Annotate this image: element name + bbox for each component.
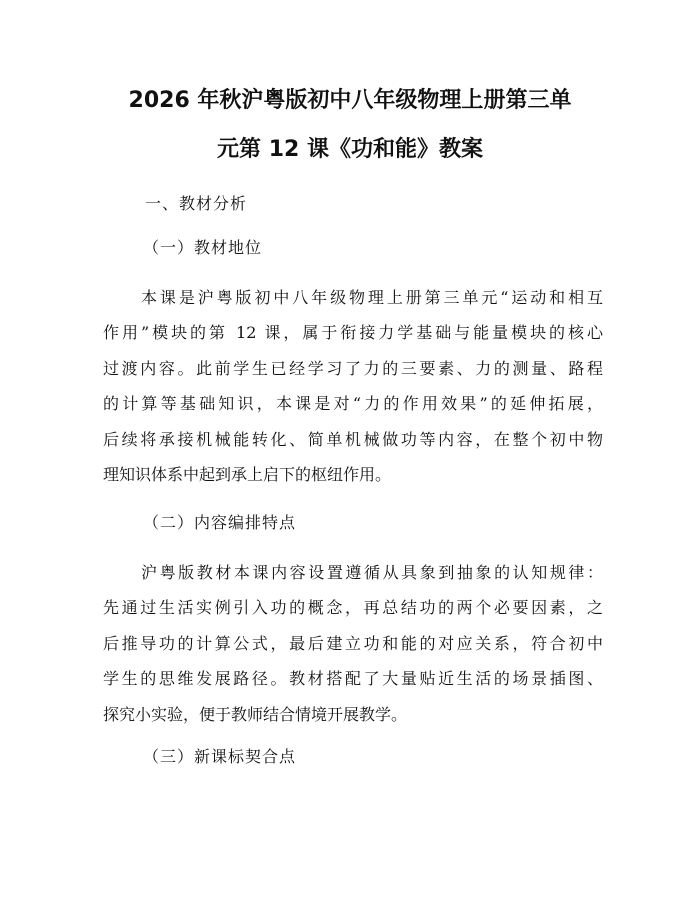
paragraph-line: 过渡内容。此前学生已经学习了力的三要素、力的测量、路程 bbox=[103, 358, 603, 378]
paragraph-content-arrangement bbox=[103, 563, 603, 740]
paragraph-line: 学生的思维发展路径。教材搭配了大量贴近生活的场景插图、 bbox=[103, 669, 603, 689]
paragraph-line: 沪粤版教材本课内容设置遵循从具象到抽象的认知规律： bbox=[141, 563, 603, 582]
document-title-line-1: 2026 年秋沪粤版初中八年级物理上册第三单 bbox=[128, 88, 572, 113]
paragraph-textbook-position bbox=[103, 288, 603, 500]
section-heading: 一、教材分析 bbox=[145, 194, 248, 213]
subsection-heading-1: （一）教材地位 bbox=[143, 238, 263, 257]
paragraph-line: 理知识体系中起到承上启下的枢纽作用。 bbox=[103, 464, 392, 484]
paragraph-line: 后续将承接机械能转化、简单机械做功等内容，在整个初中物 bbox=[103, 429, 603, 449]
paragraph-line: 本课是沪粤版初中八年级物理上册第三单元“运动和相互 bbox=[141, 288, 603, 307]
paragraph-line: 先通过生活实例引入功的概念，再总结功的两个必要因素，之 bbox=[103, 598, 603, 618]
subsection-heading-3: （三）新课标契合点 bbox=[143, 747, 297, 766]
paragraph-line: 后推导功的计算公式，最后建立功和能的对应关系，符合初中 bbox=[103, 633, 603, 653]
paragraph-line: 探究小实验，便于教师结合情境开展教学。 bbox=[103, 704, 408, 724]
document-title-line-2: 元第 12 课《功和能》教案 bbox=[217, 137, 483, 162]
subsection-heading-2: （二）内容编排特点 bbox=[143, 513, 297, 532]
paragraph-line: 的计算等基础知识，本课是对“力的作用效果”的延伸拓展， bbox=[103, 394, 603, 414]
paragraph-line: 作用”模块的第 12 课，属于衔接力学基础与能量模块的核心 bbox=[103, 323, 603, 343]
